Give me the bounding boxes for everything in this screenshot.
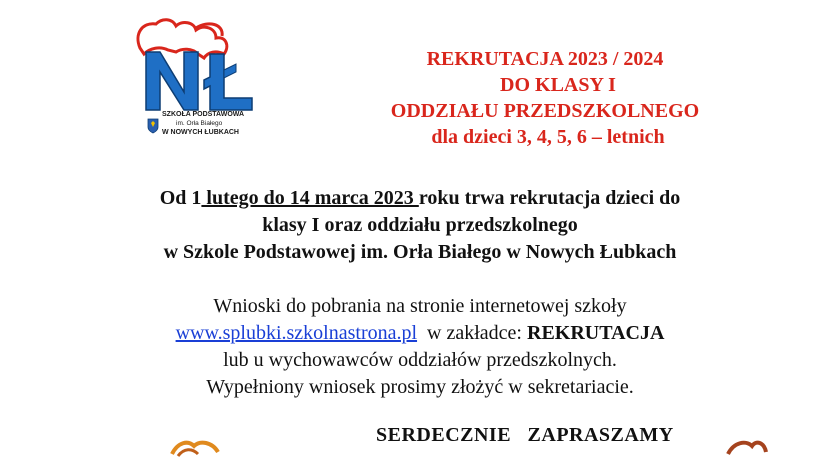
decoration-right-icon [724,434,768,458]
application-info-paragraph [80,293,760,401]
info-line-2: klasy I oraz oddziału przedszkolnego [262,214,578,236]
info-line-1-dates: lutego do 14 marca 2023 [201,187,419,209]
info-line-1-end: roku trwa rekrutacja dzieci do [418,187,681,209]
heading-line-3: ODDZIAŁU PRZEDSZKOLNEGO [390,100,700,122]
nl-letters-icon [146,52,252,110]
body-line-1: Wnioski do pobrania na stronie internetowej szkoły [213,295,627,317]
info-line-1 [80,185,760,212]
logo-line-1: SZKOŁA PODSTAWOWA [162,111,245,118]
decoration-left-icon [168,436,228,458]
crest-icon [147,118,159,134]
heading-line-2: DO KLASY I [500,74,616,96]
info-line-3: w Szkole Podstawowej im. Orła Białego w Nowych Łubkach [163,241,677,263]
body-line-2-bold: REKRUTACJA [527,322,665,344]
heading-line-1: REKRUTACJA 2023 / 2024 [426,48,664,70]
recruitment-heading [360,46,730,150]
body-line-4: Wypełniony wniosek prosimy złożyć w sekretariacie. [206,376,634,398]
closing-invitation: SERDECZNIE ZAPRASZAMY [376,424,674,446]
logo-caption [162,110,262,137]
logo-line-3: W NOWYCH ŁUBKACH [162,129,239,136]
info-line-1-start: Od 1 [159,187,202,209]
body-line-2-mid: w zakładce: [417,322,527,344]
recruitment-dates-paragraph [80,185,760,266]
body-line-3: lub u wychowawców oddziałów przedszkolnych. [223,349,617,371]
logo-line-2: im. Orła Białego [176,120,223,127]
heading-line-4: dla dzieci 3, 4, 5, 6 – letnich [431,126,665,148]
body-line-2 [80,320,760,347]
school-website-link[interactable]: www.splubki.szkolnastrona.pl [175,322,418,344]
